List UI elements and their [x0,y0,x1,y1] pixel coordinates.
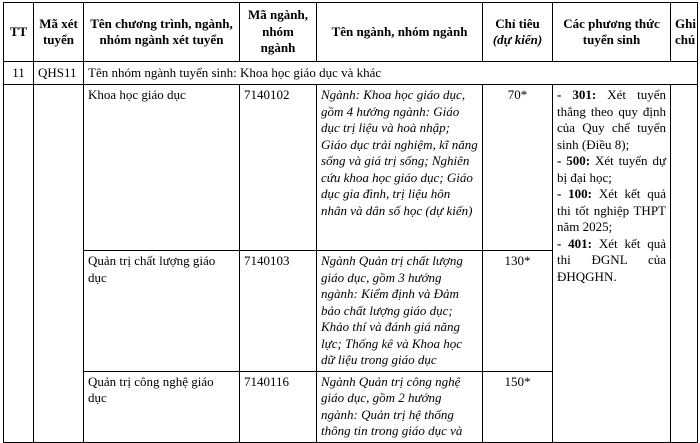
quota-cell: 150* [483,371,553,442]
major-name-cell: Ngành Quản trị chất lượng giáo dục, gồm 3 hướng ngành: Kiểm định và Đảm bảo chất lượng giáo dục; Khảo thí và đánh giá năng lực; Thống kê và Khoa học dữ liệu trong giáo dục [317,251,483,372]
major-name-cell: Ngành Quản trị công nghệ giáo dục, gồm 2 hướng ngành: Quản trị hệ thống thông tin trong giáo dục và [317,371,483,442]
code-cell-empty [34,85,84,443]
major-code-cell: 7140102 [240,85,317,251]
group-code: QHS11 [34,62,84,85]
header-code: Mã xét tuyển [34,3,84,62]
header-major-name: Tên ngành, nhóm ngành [317,3,483,62]
major-name-cell: Ngành: Khoa học giáo dục, gồm 4 hướng ngành: Giáo dục trị liệu và hoà nhập; Giáo dục trải nghiệm, kĩ năng sống và giá trị sống; Nghiên cứu khoa học giáo dục; Giáo dục gia đình, trị liệu hôn nhân và dân số học (dự kiến) [317,85,483,251]
program-cell: Quản trị chất lượng giáo dục [84,251,240,372]
header-quota-line1: Chỉ tiêu [495,15,540,31]
group-row [4,62,698,85]
method-item: - 401: Xét kết quả thi ĐGNL của ĐHQGHN. [557,235,666,284]
header-quota-line2: (dự kiến) [492,32,543,47]
methods-cell [553,85,671,443]
quota-cell: 130* [483,251,553,372]
method-item: - 100: Xét kết quả thi tốt nghiệp THPT năm 2025; [557,186,666,234]
method-item: - 301: Xét tuyển thẳng theo quy định của Quy chế tuyển sinh (Điều 8); [557,87,666,152]
program-cell: Quản trị công nghệ giáo dục [84,371,240,442]
header-program: Tên chương trình, ngành, nhóm ngành xét tuyển [84,3,240,62]
program-cell: Khoa học giáo dục [84,85,240,251]
tt-cell-empty [4,85,34,443]
table-row [4,85,698,251]
major-code-cell: 7140116 [240,371,317,442]
note-cell-empty [671,85,698,443]
header-quota [483,3,553,62]
header-row [4,3,698,62]
group-title: Tên nhóm ngành tuyển sinh: Khoa học giáo dục và khác [84,62,698,85]
group-tt: 11 [4,62,34,85]
header-major-code: Mã ngành, nhóm ngành [240,3,317,62]
header-note: Ghi chú [671,3,698,62]
header-tt: TT [4,3,34,62]
header-methods: Các phương thức tuyển sinh [553,3,671,62]
quota-cell: 70* [483,85,553,251]
method-item: - 500: Xét tuyển dự bị đại học; [557,153,666,185]
major-code-cell: 7140103 [240,251,317,372]
admissions-table [3,2,698,443]
